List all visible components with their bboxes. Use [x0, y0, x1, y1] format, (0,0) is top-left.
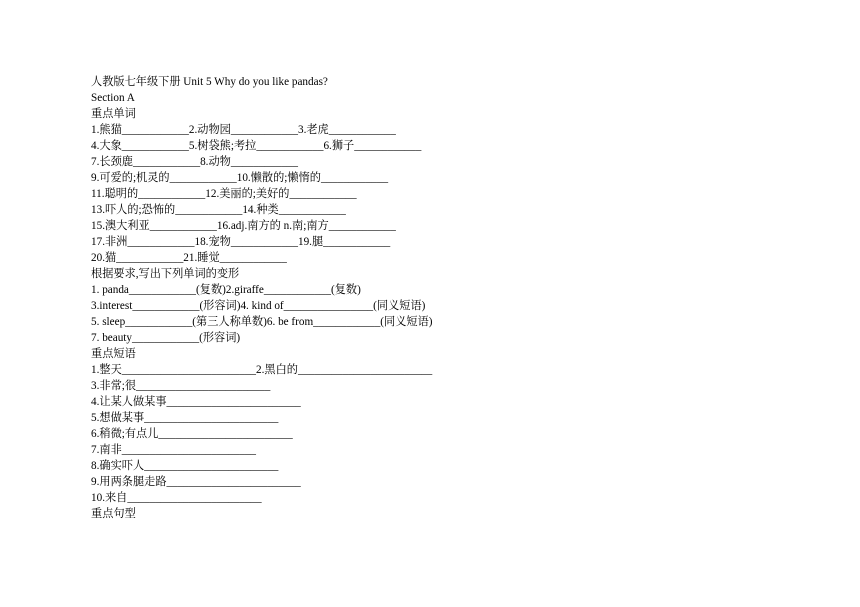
section-heading: Section A — [91, 92, 135, 104]
exercise-line: 7.南非________________________ — [91, 444, 257, 456]
subsection-heading: 根据要求,写出下列单词的变形 — [91, 268, 240, 280]
exercise-line: 9.可爱的;机灵的____________10.懒散的;懒惰的____________ — [91, 172, 389, 184]
exercise-line: 3.非常;很________________________ — [91, 380, 271, 392]
exercise-line: 1.熊猫____________2.动物园____________3.老虎____________ — [91, 124, 396, 136]
exercise-line: 10.来自________________________ — [91, 492, 262, 504]
exercise-line: 1.整天________________________2.黑白的________________________ — [91, 364, 433, 376]
exercise-line: 17.非洲____________18.宠物____________19.腿____________ — [91, 236, 391, 248]
exercise-line: 4.让某人做某事________________________ — [91, 396, 301, 408]
exercise-line: 1. panda____________(复数)2.giraffe____________(复数) — [91, 284, 361, 296]
exercise-line: 4.大象____________5.树袋熊;考拉____________6.狮子____________ — [91, 140, 422, 152]
exercise-line: 3.interest____________(形容词)4. kind of________________(同义短语) — [91, 300, 426, 312]
exercise-line: 13.吓人的;恐怖的____________14.种类____________ — [91, 204, 346, 216]
exercise-line: 20.猫____________21.睡觉____________ — [91, 252, 287, 264]
exercise-line: 15.澳大利亚____________16.adj.南方的 n.南;南方____________ — [91, 220, 396, 232]
exercise-line: 11.聪明的____________12.美丽的;美好的____________ — [91, 188, 357, 200]
subsection-heading: 重点单词 — [91, 108, 136, 120]
document-body — [91, 74, 433, 522]
exercise-line: 9.用两条腿走路________________________ — [91, 476, 301, 488]
subsection-heading: 重点短语 — [91, 348, 136, 360]
exercise-line: 5. sleep____________(第三人称单数)6. be from____________(同义短语) — [91, 316, 433, 328]
subsection-heading: 重点句型 — [91, 508, 136, 520]
exercise-line: 7. beauty____________(形容词) — [91, 332, 241, 344]
exercise-line: 6.稍微;有点儿________________________ — [91, 428, 293, 440]
exercise-line: 8.确实吓人________________________ — [91, 460, 279, 472]
exercise-line: 7.长颈鹿____________8.动物____________ — [91, 156, 298, 168]
document-title: 人教版七年级下册 Unit 5 Why do you like pandas? — [91, 76, 328, 88]
exercise-line: 5.想做某事________________________ — [91, 412, 279, 424]
